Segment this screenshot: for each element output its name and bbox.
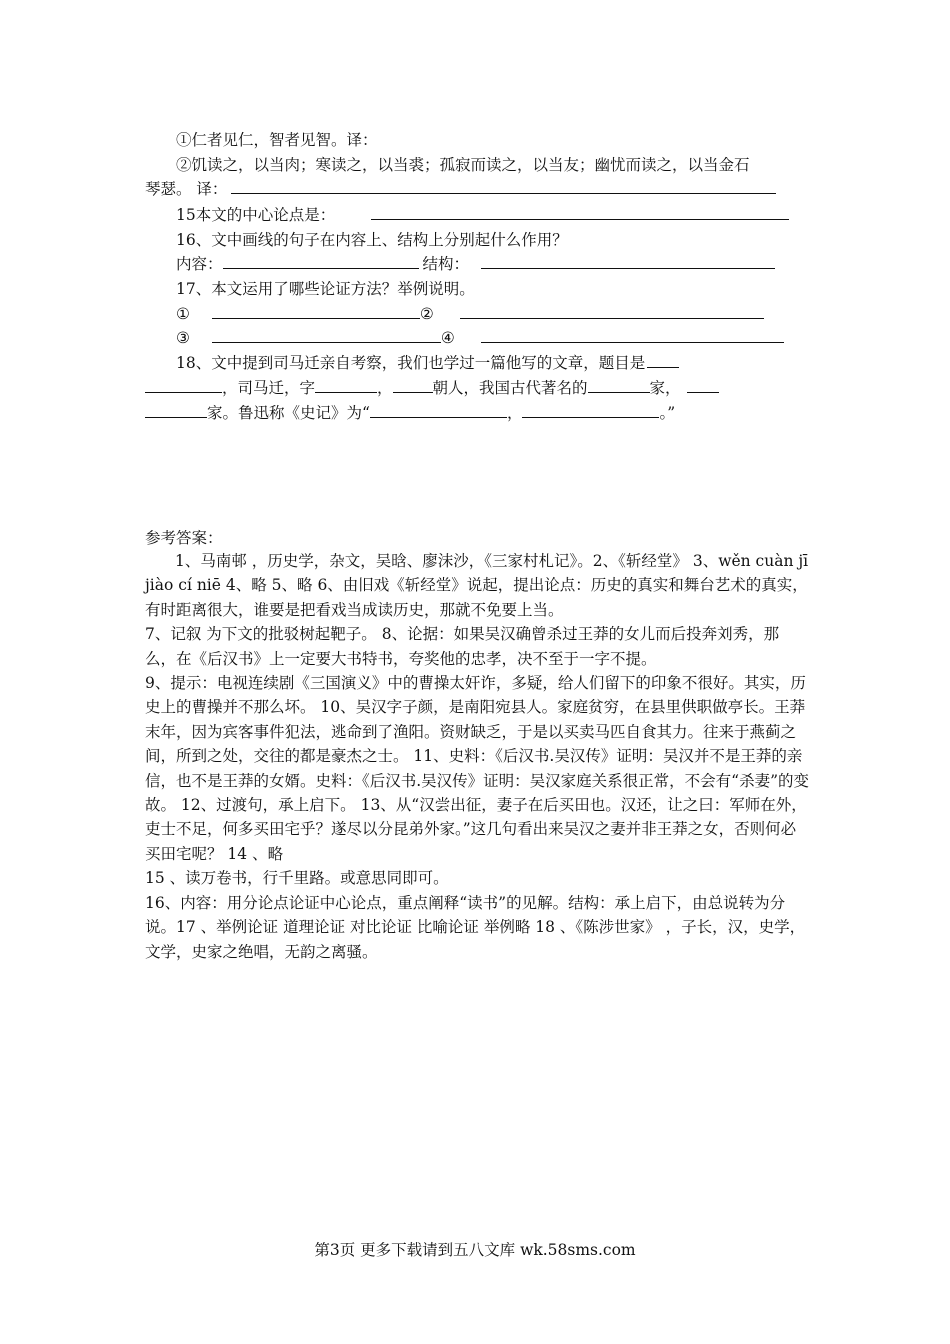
answer-blank bbox=[460, 304, 764, 319]
answer-paragraph-1: 1、马南邨 ，历史学，杂文，吴晗、廖沫沙，《三家村札记》。2、《斩经堂》 3、wěn cuàn jī jiào cí niē 4、略 5、略 6、由旧戏《斩经堂》说起，提出论点：历史的真实和舞台艺术的真实，有时距离很大，谁要是把看戏当成读历史，那就不免要上当。 bbox=[145, 552, 809, 619]
answer-blank bbox=[231, 179, 776, 194]
q18-line3 bbox=[145, 403, 675, 423]
q14-item-2-line1: ②饥读之，以当肉；寒读之，以当裘；孤寂而读之，以当友；幽忧而读之，以当金石 bbox=[176, 156, 750, 174]
answer-blank bbox=[522, 403, 659, 418]
answer-paragraph-2: 7、记叙 为下文的批驳树起靶子。 8、论据：如果吴汉确曾杀过王莽的女儿而后投奔刘秀，那么，在《后汉书》上一定要大书特书，夸奖他的忠孝，决不至于一字不提。 bbox=[145, 625, 780, 668]
answer-blank bbox=[588, 378, 650, 393]
q18-text-7: ， bbox=[506, 404, 523, 422]
q16: 16、文中画线的句子在内容上、结构上分别起什么作用？ bbox=[176, 231, 568, 249]
answer-blank bbox=[647, 353, 679, 368]
q18-text-2: ，司马迁，字 bbox=[222, 379, 316, 397]
answer-blank bbox=[393, 378, 433, 393]
q16-content-label: 内容： bbox=[176, 255, 223, 273]
q18-text-4: 朝人，我国古代著名的 bbox=[432, 379, 588, 397]
answer-paragraph-3: 9、提示：电视连续剧《三国演义》中的曹操太奸诈，多疑，给人们留下的印象不很好。其实，历史上的曹操并不那么坏。 10、吴汉字子颜，是南阳宛县人。家庭贫穷，在县里供职做亭长。王莽末年，因为宾客事件犯法，逃命到了渔阳。资财缺乏，于是以买卖马匹自食其力。往来于燕蓟之间，所到之处，交往的都是豪杰之士。 11、史料：《后汉书.吴汉传》证明：吴汉并不是王莽的亲信，也不是王莽的女婿。史料：《后汉书.吴汉传》证明：吴汉家庭关系很正常，不会有“杀妻”的变故。 12、过渡句，承上启下。 13、从“汉尝出征，妻子在后买田也。汉还，让之曰：军师在外，吏士不足，何多买田宅乎？遂尽以分昆弟外家。”这几句看出来吴汉之妻并非王莽之女，否则何必买田宅呢？ 14 、略 bbox=[145, 674, 810, 863]
q14-item-1: ①仁者见仁，智者见智。译： bbox=[176, 131, 378, 149]
q18-text-8: 。” bbox=[659, 404, 676, 422]
answer-blank bbox=[145, 378, 222, 393]
q18-line1 bbox=[176, 353, 679, 373]
q17-blanks-row2 bbox=[176, 328, 784, 348]
q16-blanks bbox=[176, 254, 775, 274]
q17: 17、本文运用了哪些论证方法？举例说明。 bbox=[176, 280, 475, 298]
answer-blank bbox=[212, 304, 420, 319]
q14-item-2-line2 bbox=[145, 179, 776, 199]
answer-blank bbox=[370, 403, 507, 418]
marker-4: ④ bbox=[440, 329, 455, 347]
answer-paragraph-5: 16、内容：用分论点论证中心论点，重点阐释“读书”的见解。结构：承上启下，由总说转为分说。17 、举例论证 道理论证 对比论证 比喻论证 举例略 18 、《陈涉世家》 ，子长，汉，史学，文学，史家之绝唱，无韵之离骚。 bbox=[145, 893, 806, 961]
answers-body bbox=[145, 549, 810, 964]
page-footer: 第3页 更多下载请到五八文库 wk.58sms.com bbox=[314, 1241, 636, 1259]
q15-text: 15本文的中心论点是： bbox=[176, 206, 336, 224]
q18-text-5: 家， bbox=[649, 379, 681, 397]
answer-blank bbox=[371, 205, 789, 220]
answer-blank bbox=[481, 328, 784, 343]
q17-blanks-row1 bbox=[176, 304, 764, 324]
marker-2: ② bbox=[419, 305, 434, 323]
answer-blank bbox=[687, 378, 719, 393]
marker-3: ③ bbox=[176, 329, 190, 347]
q18-line2 bbox=[145, 378, 719, 398]
q18-text-1: 18、文中提到司马迁亲自考察，我们也学过一篇他写的文章，题目是 bbox=[176, 354, 646, 372]
answers-heading: 参考答案： bbox=[145, 529, 223, 547]
answer-blank bbox=[145, 403, 207, 418]
q16-structure-label: 结构： bbox=[422, 255, 470, 273]
answer-blank bbox=[481, 254, 775, 269]
marker-1: ① bbox=[176, 305, 190, 323]
answer-paragraph-4: 15 、读万卷书，行千里路。或意思同即可。 bbox=[145, 869, 449, 888]
q18-text-3: ， bbox=[377, 379, 393, 397]
answer-blank bbox=[315, 378, 377, 393]
q15 bbox=[176, 205, 789, 225]
answer-blank bbox=[223, 254, 419, 269]
q14-item-2-line2-text: 琴瑟。 译： bbox=[145, 180, 228, 198]
q18-text-6: 家。鲁迅称《史记》为“ bbox=[207, 404, 370, 422]
answer-blank bbox=[212, 328, 441, 343]
